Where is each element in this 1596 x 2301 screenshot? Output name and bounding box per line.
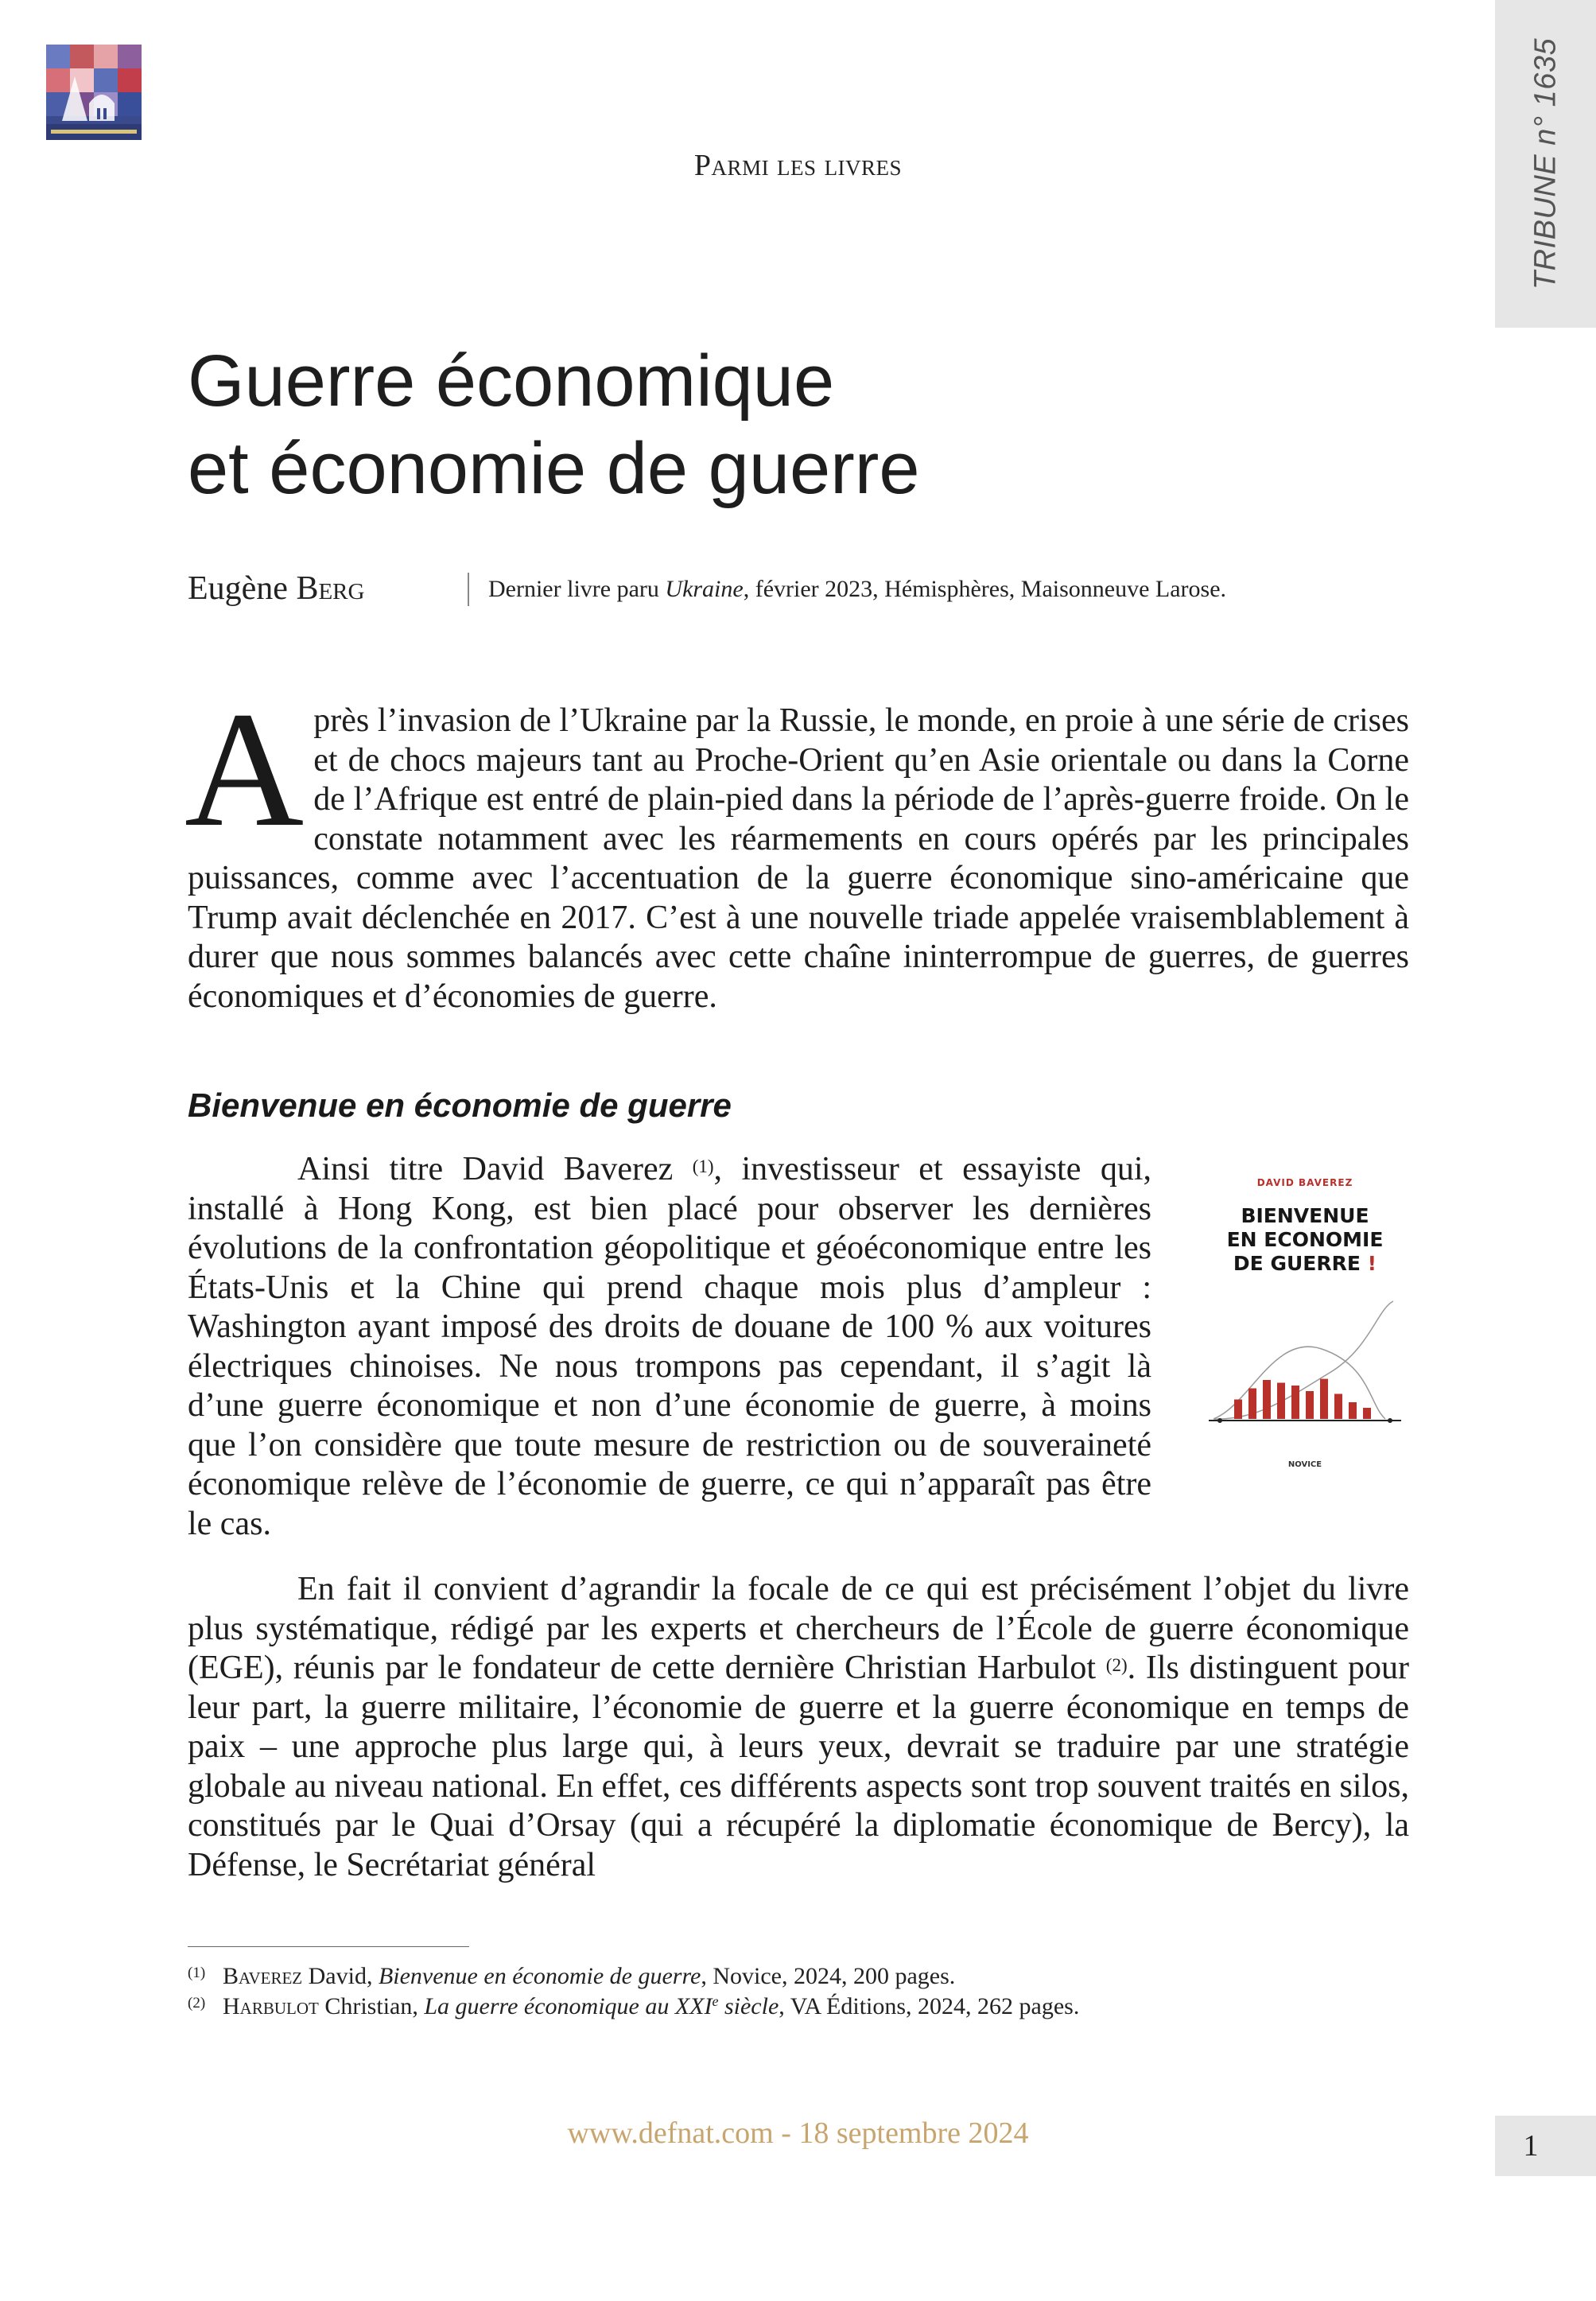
cover-bars bbox=[1234, 1379, 1371, 1419]
footnote-1 bbox=[188, 1963, 955, 1990]
author-first-name: Eugène bbox=[188, 570, 288, 607]
footnote-1-author-last: Baverez bbox=[223, 1963, 303, 1989]
book-cover-illustration bbox=[1202, 1285, 1408, 1444]
body-paragraph-2 bbox=[188, 1150, 1151, 1544]
book-cover-image bbox=[1202, 1166, 1408, 1484]
cover-bar bbox=[1248, 1389, 1256, 1420]
cover-bar bbox=[1263, 1380, 1271, 1419]
drop-cap: A bbox=[184, 678, 305, 861]
footnote-ref-2[interactable]: (2) bbox=[1105, 1655, 1128, 1675]
cover-bar bbox=[1234, 1400, 1242, 1420]
book-cover-title-line-3-wrap bbox=[1202, 1252, 1408, 1276]
footnote-2-author-last: Harbulot bbox=[223, 1993, 319, 2019]
defnat-logo bbox=[46, 45, 142, 140]
book-cover-title-line-1: BIENVENUE bbox=[1241, 1204, 1369, 1227]
intro-text: près l’invasion de l’Ukraine par la Russie, le monde, en proie à une série de crises et de chocs majeurs tant au Proche-Orient qu’en Asie orientale ou dans la Corne de l’Afrique est entré de plain-pied dans la période de l’après-guerre froide. On le constate notamment avec les réarmements en cours opérés par les principales puissances, comme avec l’accentuation de la guerre économique sino-américaine que Trump avait déclenchée en 2017. C’est à une nouvelle triade appelée vraisemblablement à durer que nous sommes balancés avec cette chaîne ininterrompue de guerres, de guerres économiques et d’économies de guerre. bbox=[188, 702, 1409, 1015]
author-last-name: Berg bbox=[296, 570, 365, 607]
footnote-2-work bbox=[424, 1993, 779, 2019]
footnote-2-mark: (2) bbox=[188, 1995, 206, 2011]
section-subheading: Bienvenue en économie de guerre bbox=[188, 1086, 732, 1124]
author-separator bbox=[468, 573, 469, 606]
article-title bbox=[188, 337, 1380, 512]
footnote-1-mark: (1) bbox=[188, 1965, 206, 1981]
body-paragraph-3 bbox=[188, 1570, 1409, 1885]
footnote-2-work-main: La guerre économique au XXI bbox=[424, 1993, 713, 2019]
footnote-2-work-sup: e bbox=[712, 1993, 719, 2009]
author-note-book: Ukraine bbox=[665, 576, 744, 602]
footnote-2 bbox=[188, 1993, 1079, 2020]
author-name bbox=[188, 569, 364, 608]
author-note bbox=[488, 576, 1226, 603]
cover-bar bbox=[1306, 1391, 1314, 1419]
cover-bar bbox=[1363, 1408, 1371, 1419]
footnote-ref-1[interactable]: (1) bbox=[692, 1156, 714, 1176]
footnote-2-author-first: Christian, bbox=[318, 1993, 425, 2019]
cover-bar bbox=[1349, 1402, 1357, 1419]
footnote-1-work: Bienvenue en économie de guerre bbox=[378, 1963, 701, 1989]
p2-text-end: , investisseur et essayiste qui, installé à Hong Kong, est bien placé pour observer les dernières évolutions de la confrontation géopolitique et géoéconomique entre les États-Unis et la Chine qui prend chaque mois plus d’ampleur : Washington ayant imposé des droits de douane de 100 % aux voitures électriques chinoises. Ne nous trompons pas cependant, il s’agit là d’une guerre économique et non d’une économie de guerre, à moins que l’on considère que toute mesure de restriction ou de souveraineté économique relève de l’économie de guerre, ce qui n’apparaît pas être le cas. bbox=[188, 1151, 1151, 1542]
cover-bar bbox=[1277, 1383, 1285, 1420]
title-line-1: Guerre économique bbox=[188, 340, 835, 422]
tribune-number: TRIBUNE n° 1635 bbox=[1528, 37, 1563, 290]
book-cover-author: DAVID BAVEREZ bbox=[1256, 1177, 1353, 1188]
author-note-prefix: Dernier livre paru bbox=[488, 576, 666, 602]
cover-bar bbox=[1320, 1379, 1328, 1419]
book-cover-publisher: NOVICE bbox=[1287, 1460, 1322, 1469]
title-line-2: et économie de guerre bbox=[188, 427, 920, 509]
footnote-1-details: , Novice, 2024, 200 pages. bbox=[701, 1963, 956, 1989]
cover-bar bbox=[1334, 1394, 1342, 1420]
cover-bar bbox=[1291, 1386, 1299, 1419]
book-cover-title-line-2: EN ECONOMIE bbox=[1226, 1228, 1384, 1251]
p3-text-start: En fait il convient d’agrandir la focale de ce qui est précisément l’objet du livre plus systématique, rédigé par les experts et chercheurs de l’École de guerre économique (EGE), réunis par le fondateur de cette dernière Christian Harbulot bbox=[188, 1571, 1409, 1686]
section-header: Parmi les livres bbox=[693, 149, 903, 182]
author-note-suffix: , février 2023, Hémisphères, Maisonneuve Larose. bbox=[743, 576, 1227, 602]
intro-paragraph bbox=[184, 678, 1409, 1016]
footer-url-date[interactable]: www.defnat.com - 18 septembre 2024 bbox=[567, 2116, 1029, 2150]
cover-dot-right bbox=[1388, 1418, 1392, 1423]
page-number: 1 bbox=[1523, 2129, 1539, 2163]
p2-text-start: Ainsi titre David Baverez bbox=[297, 1151, 693, 1187]
book-cover-title-line-3: DE GUERRE bbox=[1233, 1252, 1361, 1275]
footnote-1-author-first: David, bbox=[302, 1963, 379, 1989]
p3-text-end: . Ils distinguent pour leur part, la guerre militaire, l’économie de guerre et la guerre économique en temps de paix – une approche plus large qui, à leurs yeux, devrait se traduire par une stratégie globale au niveau national. En effet, ces différents aspects sont trop souvent traités en silos, constitués par le Quai d’Orsay (qui a récupéré la diplomatie économique de Bercy), la Défense, le Secrétariat général bbox=[188, 1650, 1409, 1883]
footnote-2-work-end: siècle bbox=[718, 1993, 779, 2019]
book-cover-title bbox=[1202, 1204, 1408, 1276]
book-cover-title-mark: ! bbox=[1367, 1252, 1377, 1275]
footnote-2-details: , VA Éditions, 2024, 262 pages. bbox=[779, 1993, 1080, 2019]
footnote-rule bbox=[188, 1946, 469, 1947]
cover-dot-left bbox=[1217, 1418, 1222, 1423]
